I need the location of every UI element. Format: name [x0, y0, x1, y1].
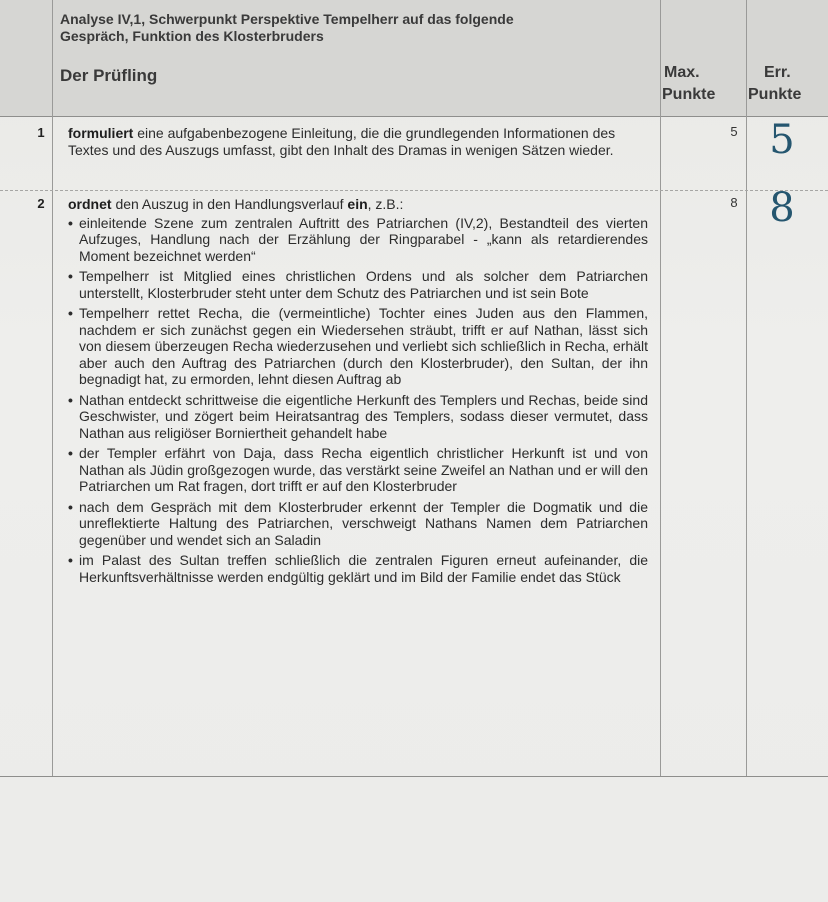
- row-2-lead: [68, 196, 648, 213]
- row-2-lead-end: , z.B.:: [367, 196, 404, 212]
- err-column-rule: [746, 0, 747, 776]
- row-2-verb-part-1: ordnet: [68, 196, 112, 212]
- number-column-rule: [52, 0, 53, 776]
- row-1-number: 1: [37, 125, 45, 140]
- bullet-icon: •: [68, 305, 73, 321]
- list-item-text: Tempelherr rettet Recha, die (vermeintliche) Tochter eines Juden aus den Flammen, nachdem er sich zunächst gegen ein Wiedersehen sträubt, trifft er auf Nathan, lässt sich von diesem überzeugen Recha wiederzusehen und verliebt sich schließlich in Recha, erhält aber auch den Auftrag des Patriarchen (durch den Klosterbruder), den Sultan, der ihn begnadigt hat, zu ermorden, lehnt diesen Auftrag ab: [79, 305, 648, 387]
- max-points-header-line-2: Punkte: [662, 86, 716, 103]
- table-header: [0, 0, 828, 116]
- list-item: [68, 392, 648, 442]
- row-1-max-points: 5: [730, 124, 738, 139]
- row-2-bullet-list: [68, 215, 648, 586]
- bullet-icon: •: [68, 214, 73, 231]
- list-item-text: der Templer erfährt von Daja, dass Recha eigentlich christlicher Herkunft ist und von Nathan als Jüdin großgezogen wurde, das verstärkt seine Zweifel an Nathan und er will den Patriarchen um Rat fragen, dort trifft er auf den Klosterbruder: [79, 445, 648, 494]
- list-item-text: nach dem Gespräch mit dem Klosterbruder erkennt der Templer die Dogmatik und die unreflektierte Haltung des Patriarchen, verschweigt Nathans Namen dem Patriarchen gegenüber und wendet sich an Saladin: [79, 498, 648, 548]
- list-item: [68, 445, 648, 495]
- bullet-icon: •: [68, 498, 73, 515]
- list-item: [68, 305, 648, 388]
- achieved-points-header-line-1: Err.: [764, 64, 791, 81]
- row-divider: [0, 190, 828, 191]
- bullet-icon: •: [68, 552, 73, 568]
- header-bottom-rule: [0, 116, 828, 117]
- max-column-rule: [660, 0, 661, 776]
- bullet-icon: •: [68, 445, 73, 461]
- table-bottom-rule: [0, 776, 828, 777]
- list-item: [68, 268, 648, 301]
- list-item: [68, 499, 648, 549]
- list-item-text: Nathan entdeckt schrittweise die eigentliche Herkunft des Templers und Rechas, beide sind Geschwister, und zögert beim Heiratsantrag des Templers, sodass dieser vermutet, dass Nathan aus religiöser Borniertheit gehandelt habe: [79, 391, 648, 441]
- row-2-criterion: [68, 196, 648, 589]
- achieved-points-header-line-2: Punkte: [748, 86, 802, 103]
- bullet-icon: •: [68, 391, 73, 408]
- list-item: [68, 552, 648, 585]
- row-2-verb-part-2: ein: [347, 196, 368, 212]
- list-item-text: Tempelherr ist Mitglied eines christlichen Ordens und als solcher dem Patriarchen unterstellt, Klosterbruder steht unter dem Schutz des Patriarchen und ist sein Bote: [79, 268, 648, 301]
- task-title: [60, 11, 650, 45]
- task-title-line-1: Analyse IV,1, Schwerpunkt Perspektive Tempelherr auf das folgende: [60, 11, 514, 27]
- list-item-text: einleitende Szene zum zentralen Auftritt des Patriarchen (IV,2), Bestandteil des vierten Aufzuges, Handlung nach der Erzählung der Ringparabel - „kann als retardierendes Moment bezeichnet werden“: [79, 214, 648, 264]
- list-item: [68, 215, 648, 265]
- row-2-achieved-points: 8: [769, 185, 795, 231]
- row-1-achieved-points: 5: [769, 117, 795, 163]
- achieved-points-header: [748, 62, 826, 106]
- row-1-verb: formuliert: [68, 125, 134, 141]
- row-1-text: eine aufgabenbezogene Einleitung, die die grundlegenden Informationen des Textes und des Auszugs umfasst, gibt den Inhalt des Dramas in wenigen Sätzen wieder.: [68, 125, 616, 158]
- row-2-max-points: 8: [730, 195, 738, 210]
- row-2-lead-middle: den Auszug in den Handlungsverlauf: [111, 196, 348, 212]
- task-title-line-2: Gespräch, Funktion des Klosterbruders: [60, 28, 324, 44]
- row-2-number: 2: [37, 196, 45, 211]
- bullet-icon: •: [68, 268, 73, 284]
- list-item-text: im Palast des Sultan treffen schließlich die zentralen Figuren erneut aufeinander, die Herkunftsverhältnisse werden endgültig geklärt und im Bild der Familie endet das Stück: [79, 552, 648, 585]
- row-1-criterion: [68, 125, 648, 158]
- max-points-header-line-1: Max.: [664, 64, 700, 81]
- max-points-header: [662, 62, 738, 106]
- pruefling-label: Der Prüfling: [60, 66, 158, 85]
